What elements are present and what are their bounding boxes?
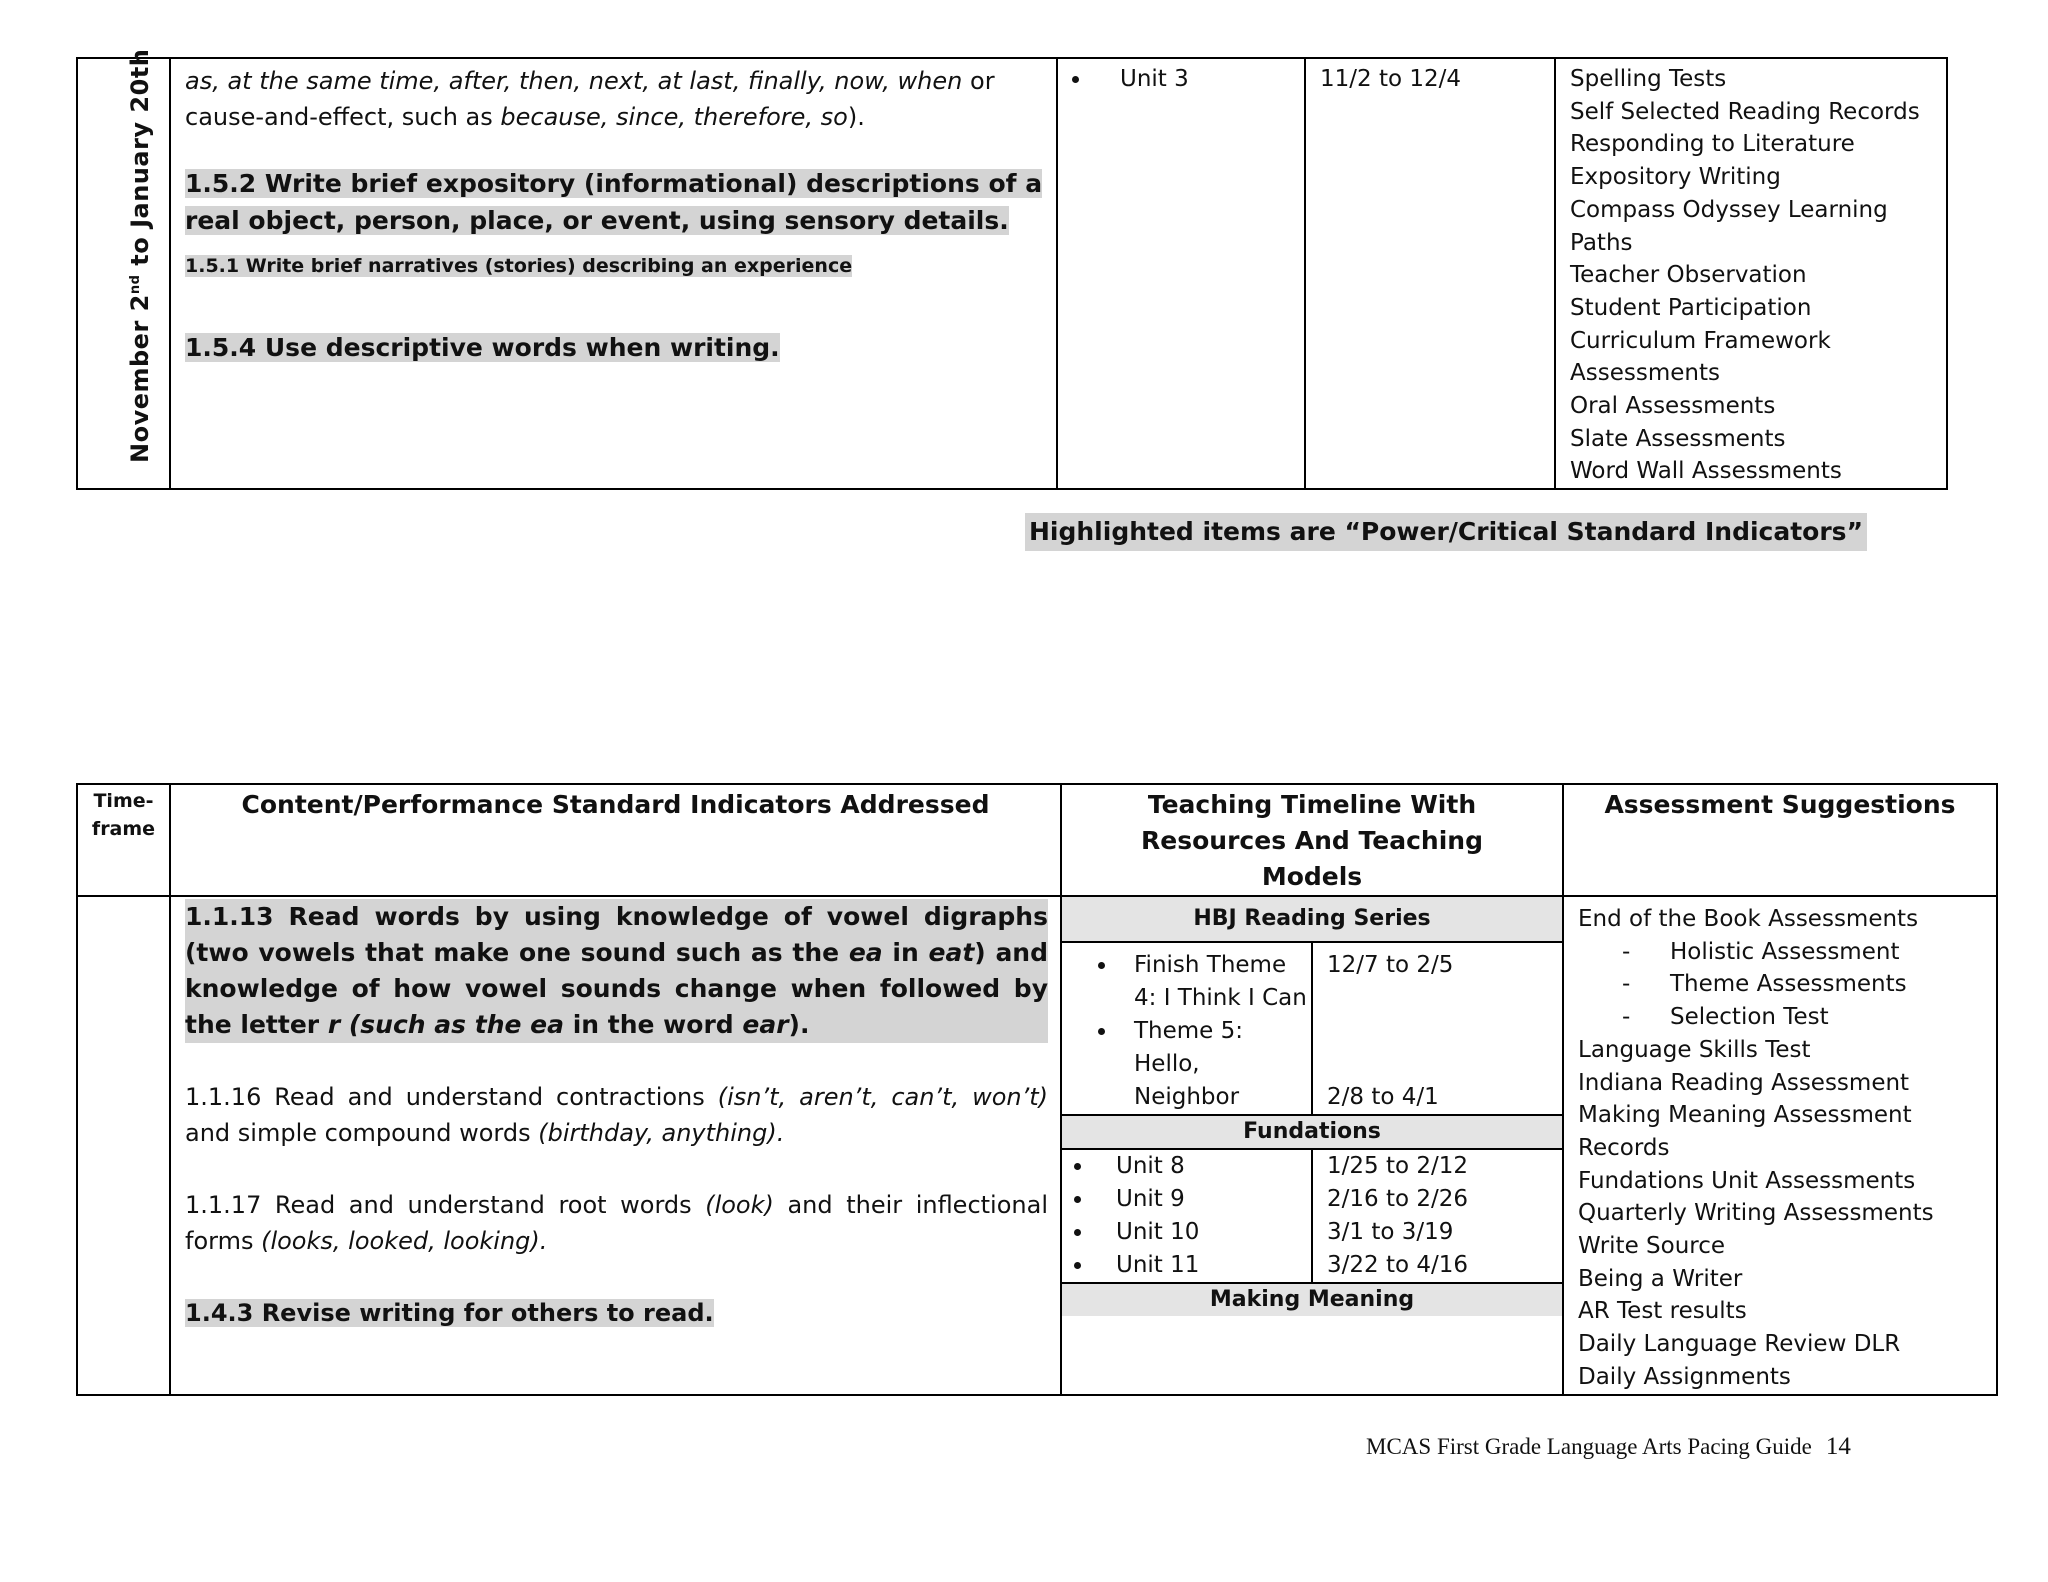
timeline-inner-table — [1062, 897, 1562, 1316]
dates-cell — [1305, 58, 1555, 489]
hbj-date: 12/7 to 2/5 — [1327, 952, 1454, 978]
assessment-item: Compass Odyssey Learning Paths — [1570, 196, 1888, 256]
timeframe-label: November 2nd to January 20th — [126, 48, 154, 463]
assessment-item: Curriculum Framework — [1570, 327, 1831, 354]
assessment-item: Assessments — [1570, 360, 1720, 387]
assessments-cell — [1555, 58, 1947, 489]
assessment-item: Oral Assessments — [1570, 393, 1776, 420]
assessment-item: Daily Language Review DLR — [1578, 1331, 1901, 1358]
assessments-cell — [1563, 896, 1997, 1395]
fundations-date: 2/16 to 2/26 — [1327, 1186, 1469, 1212]
header-timeline: Teaching Timeline With Resources And Teaching Models — [1061, 784, 1563, 896]
hbj-band: HBJ Reading Series — [1062, 897, 1562, 942]
standards-cell — [170, 58, 1057, 489]
fundations-unit: • Unit 9 — [1094, 1183, 1311, 1216]
fundations-unit: • Unit 8 — [1094, 1150, 1311, 1183]
standards-intro: as, at the same time, after, then, next, at last, finally, now, when or cause-and-effect, such as because, since, therefore, so). — [185, 67, 995, 131]
assessment-item: Expository Writing — [1570, 164, 1781, 191]
assessment-item: Responding to Literature — [1570, 131, 1855, 158]
header-timeframe: Time-frame — [77, 784, 170, 896]
bottom-standards-table — [76, 783, 1998, 1396]
standard-1-1-13: 1.1.13 Read words by using knowledge of vowel digraphs (two vowels that make one sound such as the ea in eat) and knowledge of how vowel sounds change when followed by the letter r (such as the ea in the word ear). — [185, 899, 1048, 1043]
assessment-item: Being a Writer — [1578, 1265, 1743, 1292]
assessment-item: Quarterly Writing Assessments — [1578, 1200, 1934, 1227]
assessment-item: Word Wall Assessments — [1570, 458, 1842, 485]
standard-1-5-1: 1.5.1 Write brief narratives (stories) describing an experience — [185, 255, 853, 277]
fundations-date: 3/1 to 3/19 — [1327, 1219, 1454, 1245]
timeframe-cell-empty — [77, 896, 170, 1395]
fundations-band: Fundations — [1062, 1115, 1562, 1149]
fundations-date: 3/22 to 4/16 — [1327, 1252, 1469, 1278]
date-range: 11/2 to 12/4 — [1320, 66, 1462, 92]
hbj-item: • Finish Theme 4: I Think I Can — [1118, 949, 1311, 1015]
hbj-items — [1062, 942, 1312, 1115]
assessment-subitem: - Selection Test — [1622, 1004, 1829, 1031]
standard-1-1-16: 1.1.16 Read and understand contractions (isn’t, aren’t, can’t, won’t) and simple compound words (birthday, anything). — [185, 1083, 1048, 1147]
assessment-item: Slate Assessments — [1570, 425, 1786, 452]
standard-1-5-2: 1.5.2 Write brief expository (informational) descriptions of a real object, person, place, or event, using sensory details. — [185, 169, 1043, 235]
fundations-unit: • Unit 10 — [1094, 1216, 1311, 1249]
hbj-dates — [1312, 942, 1562, 1115]
resource-item: • Unit 3 — [1092, 63, 1292, 96]
assessment-item: Indiana Reading Assessment — [1578, 1069, 1910, 1096]
fundations-date: 1/25 to 2/12 — [1327, 1153, 1469, 1179]
standard-1-4-3: 1.4.3 Revise writing for others to read. — [185, 1299, 714, 1327]
assessment-item: Fundations Unit Assessments — [1578, 1167, 1916, 1194]
fundations-dates — [1312, 1149, 1562, 1283]
assessment-subitem: - Holistic Assessment — [1622, 938, 1900, 965]
page-number: 14 — [1825, 1433, 1851, 1460]
making-meaning-band: Making Meaning — [1062, 1283, 1562, 1316]
fundations-units — [1062, 1149, 1312, 1283]
standards-cell — [170, 896, 1061, 1395]
resources-cell — [1057, 58, 1305, 489]
assessment-item: Making Meaning Assessment Records — [1578, 1102, 1912, 1161]
top-standards-table — [76, 48, 1948, 490]
timeline-cell — [1061, 896, 1563, 1395]
hbj-item: • Theme 5: Hello, Neighbor — [1118, 1015, 1311, 1114]
hbj-date: 2/8 to 4/1 — [1327, 1084, 1439, 1110]
assessment-item: End of the Book Assessments — [1578, 906, 1919, 932]
fundations-unit: • Unit 11 — [1094, 1249, 1311, 1282]
assessment-item: Self Selected Reading Records — [1570, 98, 1920, 125]
header-assessment: Assessment Suggestions — [1563, 784, 1997, 896]
assessment-subitem: - Theme Assessments — [1622, 971, 1907, 998]
assessment-item: AR Test results — [1578, 1298, 1747, 1325]
timeframe-cell — [77, 48, 170, 489]
assessment-item: Language Skills Test — [1578, 1036, 1811, 1063]
standard-1-1-17: 1.1.17 Read and understand root words (look) and their inflectional forms (looks, looked, looking). — [185, 1191, 1048, 1255]
assessment-item: Daily Assignments — [1578, 1363, 1791, 1390]
assessment-item: Student Participation — [1570, 294, 1812, 321]
standard-1-5-4: 1.5.4 Use descriptive words when writing. — [185, 333, 780, 362]
assessment-item: Write Source — [1578, 1233, 1726, 1260]
assessment-item: Teacher Observation — [1570, 262, 1807, 289]
highlight-note: Highlighted items are “Power/Critical Standard Indicators” — [1025, 513, 1867, 551]
page-footer — [1366, 1433, 1851, 1461]
header-standards: Content/Performance Standard Indicators Addressed — [170, 784, 1061, 896]
footer-title: MCAS First Grade Language Arts Pacing Guide — [1366, 1434, 1812, 1459]
assessment-item: Spelling Tests — [1570, 66, 1727, 92]
